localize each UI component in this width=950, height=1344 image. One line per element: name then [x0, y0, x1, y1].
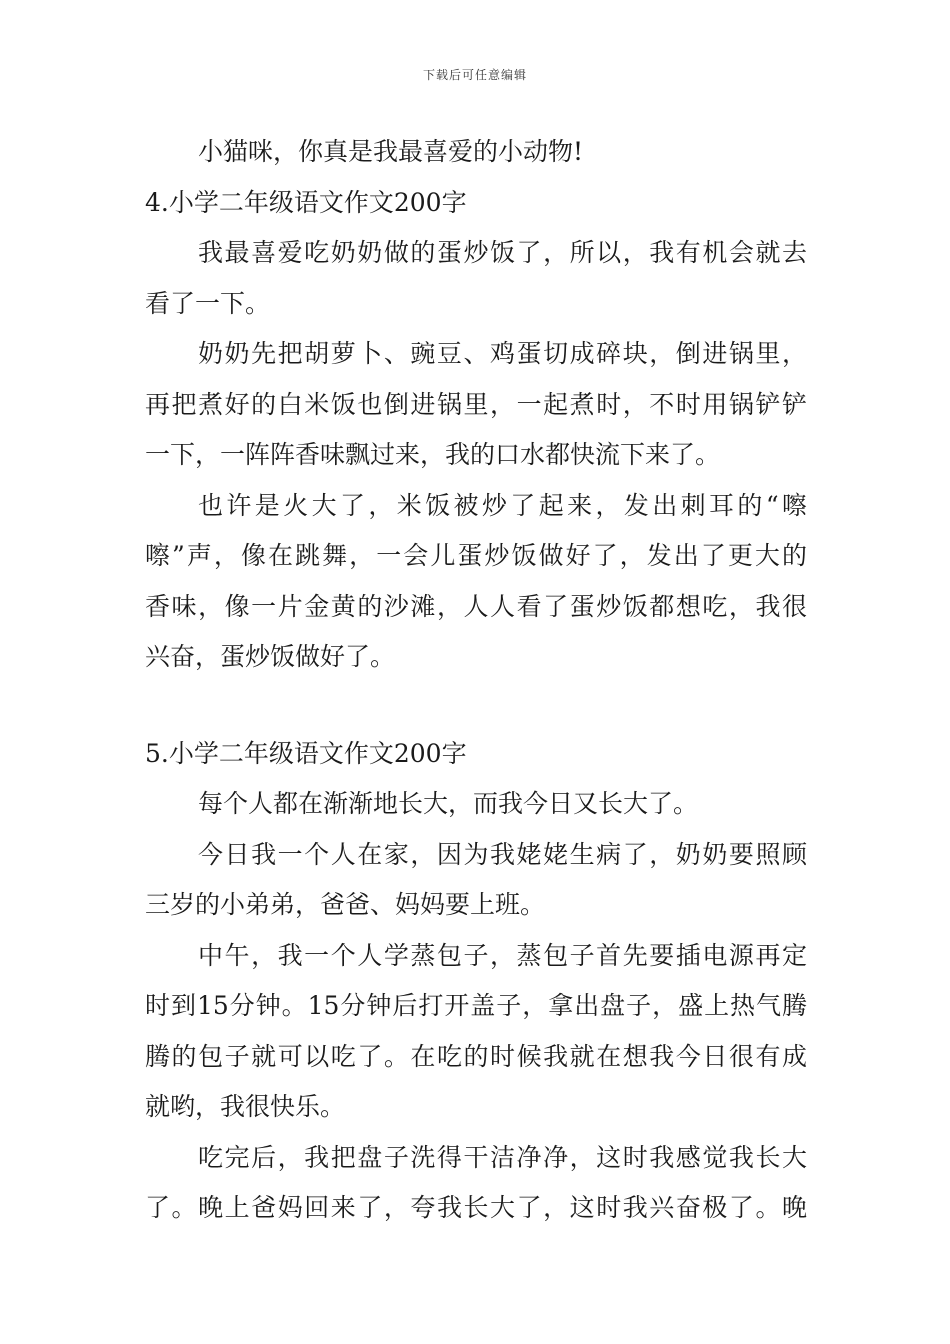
text-line: 了。晚上爸妈回来了，夸我长大了，这时我兴奋极了。晚	[145, 1193, 807, 1222]
text-line: 再把煮好的白米饭也倒进锅里，一起煮时，不时用锅铲铲	[145, 389, 807, 419]
page-header: 下载后可任意编辑	[422, 68, 527, 82]
text-line: 今日我一个人在家，因为我姥姥生病了，奶奶要照顾	[198, 839, 807, 869]
text-line: 时到15分钟。15分钟后打开盖子，拿出盘子，盛上热气腾	[145, 991, 807, 1020]
text-line: 我最喜爱吃奶奶做的蛋炒饭了，所以，我有机会就去	[198, 238, 807, 267]
text-line: 嚓”声，像在跳舞，一会儿蛋炒饭做好了，发出了更大的	[145, 541, 807, 570]
text-line: 看了一下。	[145, 288, 271, 318]
document-body	[145, 127, 807, 1234]
text-line: 中午，我一个人学蒸包子，蒸包子首先要插电源再定	[198, 940, 807, 970]
text-line: 兴奋，蛋炒饭做好了。	[145, 642, 396, 671]
text-line: 三岁的小弟弟，爸爸、妈妈要上班。	[145, 890, 546, 919]
text-line: 就哟，我很快乐。	[145, 1092, 346, 1121]
text-line: 小猫咪，你真是我最喜爱的小动物!	[198, 137, 584, 166]
text-line: 奶奶先把胡萝卜、豌豆、鸡蛋切成碎块，倒进锅里，	[198, 339, 807, 368]
text-line: 香味，像一片金黄的沙滩，人人看了蛋炒饭都想吃，我很	[145, 591, 807, 621]
text-line: 也许是火大了，米饭被炒了起来，发出刺耳的“嚓	[198, 490, 807, 520]
text-line: 一下，一阵阵香味飘过来，我的口水都快流下来了。	[145, 440, 721, 469]
text-line: 腾的包子就可以吃了。在吃的时候我就在想我今日很有成	[145, 1041, 807, 1071]
blank-line	[145, 683, 807, 729]
text-line: 每个人都在渐渐地长大，而我今日又长大了。	[198, 789, 699, 818]
text-line: 吃完后，我把盘子洗得干洁净净，这时我感觉我长大	[198, 1142, 807, 1172]
text-line: 5.小学二年级语文作文200字	[145, 738, 467, 768]
text-line: 4.小学二年级语文作文200字	[145, 187, 467, 217]
